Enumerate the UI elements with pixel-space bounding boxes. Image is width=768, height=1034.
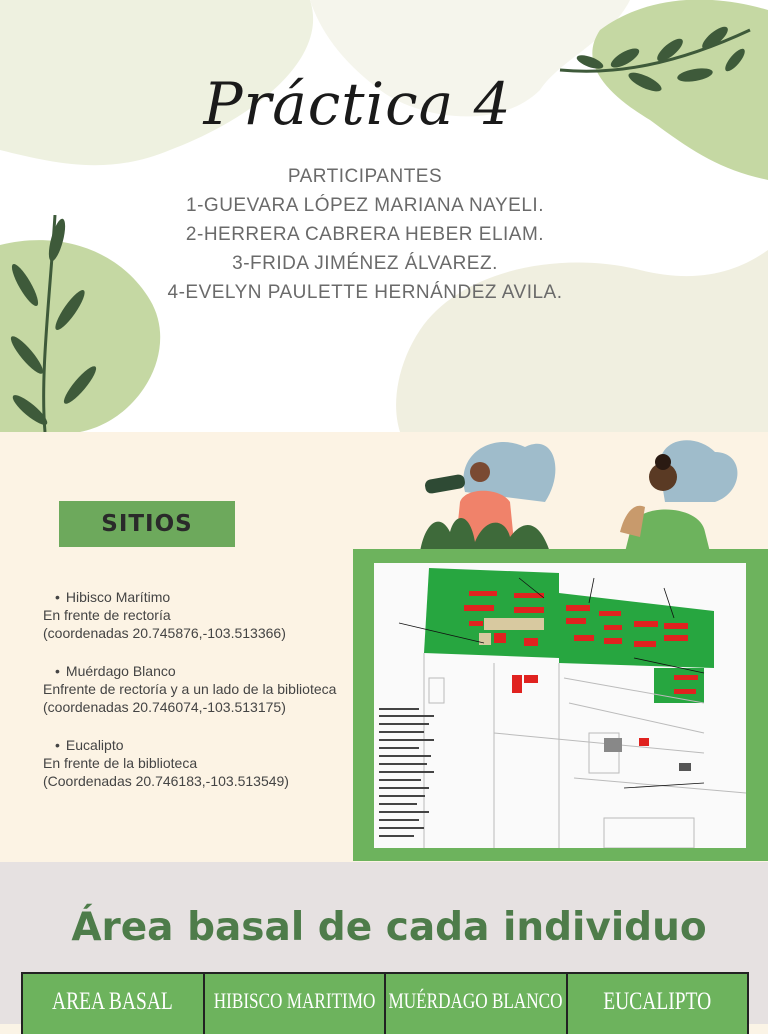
sites-list <box>43 588 343 810</box>
basal-area-title: Área basal de cada individuo <box>71 905 707 950</box>
site-name: • Hibisco Marítimo <box>43 588 343 606</box>
basal-area-table <box>21 972 749 1034</box>
participants-list <box>0 162 730 307</box>
site-coords: (coordenadas 20.745876,-103.513366) <box>43 625 286 641</box>
table-header-cell <box>205 974 387 1034</box>
sitios-badge <box>59 501 235 547</box>
participant-item: 4-EVELYN PAULETTE HERNÁNDEZ AVILA. <box>167 282 563 303</box>
site-coords: (Coordenadas 20.746183,-103.513549) <box>43 773 289 789</box>
site-item <box>43 588 343 642</box>
site-description: En frente de rectoría <box>43 607 171 623</box>
table-header-label: EUCALIPTO <box>603 988 712 1015</box>
participant-item: 3-FRIDA JIMÉNEZ ÁLVAREZ. <box>232 253 498 274</box>
site-name: • Muérdago Blanco <box>43 662 343 680</box>
table-header-cell <box>23 974 205 1034</box>
site-description: En frente de la biblioteca <box>43 755 198 771</box>
table-header-label: HIBISCO MARITIMO <box>213 988 376 1013</box>
campus-map <box>374 563 746 848</box>
table-header-cell <box>568 974 750 1034</box>
site-item <box>43 736 343 790</box>
site-name: • Eucalipto <box>43 736 343 754</box>
table-header-cell <box>386 974 568 1034</box>
sitios-label: SITIOS <box>101 511 193 537</box>
site-coords: (coordenadas 20.746074,-103.513175) <box>43 699 286 715</box>
site-item <box>43 662 343 716</box>
participant-item: 2-HERRERA CABRERA HEBER ELIAM. <box>185 224 545 245</box>
site-description: Enfrente de rectoría y a un lado de la biblioteca <box>43 681 337 697</box>
page-title: Práctica 4 <box>203 70 512 138</box>
campus-map-illustration <box>374 563 746 848</box>
table-header-label: AREA BASAL <box>52 988 174 1015</box>
participants-heading: PARTICIPANTES <box>287 166 443 187</box>
participant-item: 1-GUEVARA LÓPEZ MARIANA NAYELI. <box>186 195 544 216</box>
people-illustration <box>415 432 755 552</box>
table-header-label: MUÉRDAGO BLANCO <box>388 988 563 1013</box>
